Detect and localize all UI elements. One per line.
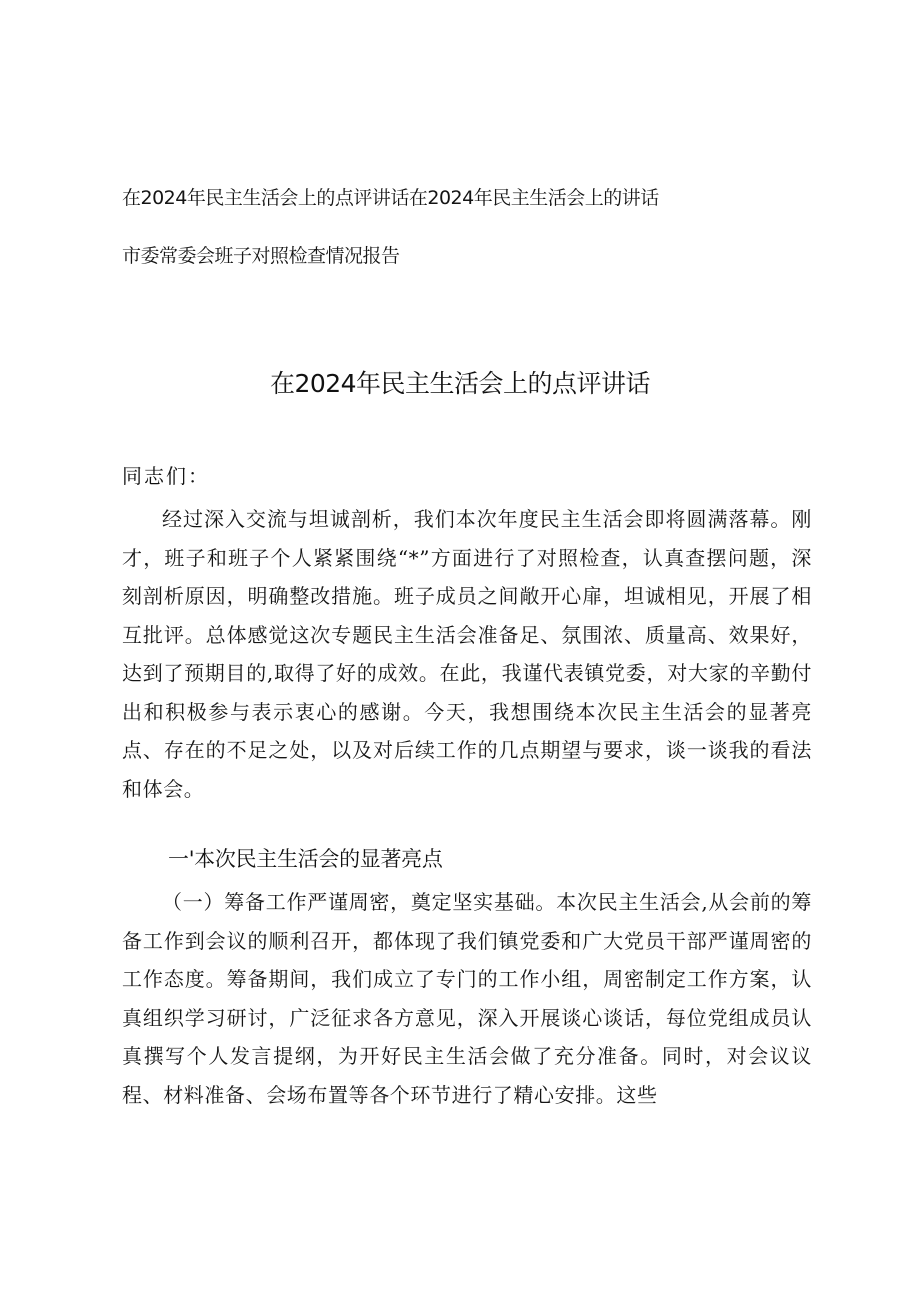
body-paragraph: （一）筹备工作严谨周密，奠定坚实基础。本次民主生活会,从会前的筹备工作到会议的顺利召开，都体现了我们镇党委和广大党员干部严谨周密的工作态度。筹备期间，我们成立了专门的工作小组，周密制定工作方案，认真组织学习研讨，广泛征求各方意见，深入开展谈心谈话，每位党组成员认真撰写个人发言提纲，为开好民主生活会做了充分准备。同时，对会议议程、材料准备、会场布置等各个环节进行了精心安排。这些: [122, 890, 812, 1107]
related-document-link: 在2024年民主生活会上的点评讲话在2024年民主生活会上的讲话: [122, 187, 659, 209]
related-document-link-2: 市委常委会班子对照检查情况报告: [122, 245, 400, 267]
salutation: 同志们：: [122, 464, 210, 488]
section-heading: 一'本次民主生活会的显著亮点: [168, 847, 443, 871]
document-title: 在2024年民主生活会上的点评讲话: [269, 369, 651, 398]
intro-paragraph: 经过深入交流与坦诚剖析，我们本次年度民主生活会即将圆满落幕。刚才，班子和班子个人紧紧围绕“*”方面进行了对照检查，认真查摆问题，深刻剖析原因，明确整改措施。班子成员之间敞开心扉，坦诚相见，开展了相互批评。总体感觉这次专题民主生活会准备足、氛围浓、质量高、效果好，达到了预期目的,取得了好的成效。在此，我谨代表镇党委，对大家的辛勤付出和积极参与表示衷心的感谢。今天，我想围绕本次民主生活会的显著亮点、存在的不足之处，以及对后续工作的几点期望与要求，谈一谈我的看法和体会。: [122, 507, 812, 801]
